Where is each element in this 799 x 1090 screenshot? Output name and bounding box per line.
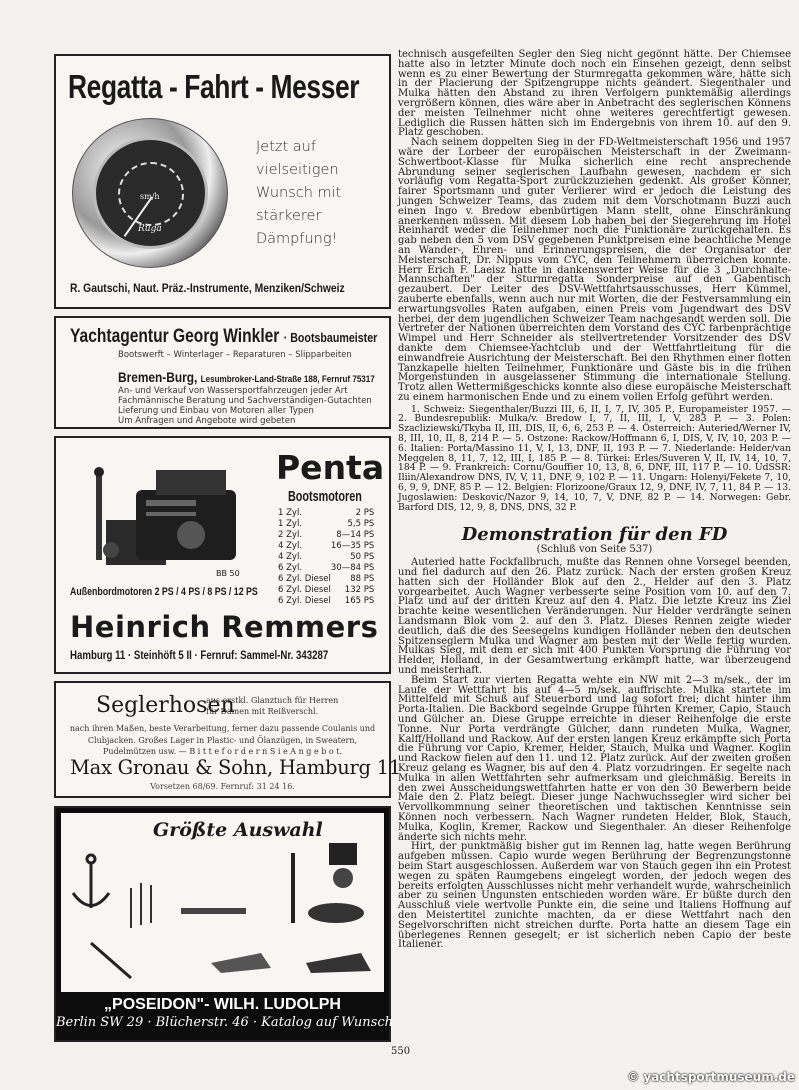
anchor-icon xyxy=(73,855,109,908)
watermark: © yachtsportmuseum.de xyxy=(627,1070,795,1084)
ad-headline: Größte Auswahl xyxy=(153,819,323,841)
engine-row xyxy=(278,563,374,574)
engine-row xyxy=(278,585,374,596)
ad-gronau xyxy=(54,681,401,798)
article-paragraph: Beim Start zur vierten Regatta wehte ein NW mit 2—3 m/sek., der im Laufe der Wettfahrt bis auf 4—5 m/sek. auffrischte. Mulka startete im Mittelfeld mit Schuß auf Steuerbord und lag sofort frei; dicht hinter ihm Porta-Italien. Die Backbord segelnde Gruppe führten Kremer, Capio, Stauch und Gülcher an. Diese Gruppe erreichte in dieser Reihenfolge die erste Tonne. Nur Porta verdrängte Gülcher, dann rundeten Mulka, Wagner, Kalff/Holland und Rackow. Auf der ersten langen Kreuz erkämpfte sich Porta die Führung vor Capio, Kremer, Helder, Stauch, Mulka und Wagner. Koglin und Rackow fielen auf den 11. und 12. Platz zurück. Auf der zweiten großen Kreuz gelang es Wagner, bis auf den 4. Platz vorzudringen. Er segelte nach Mulka in allen Wettfahrten sehr aufmerksam und gleichmäßig. Bereits in den zwei Ausscheidungswettfahrten hatte er von den 30 Bewerbern beide Male den 2. Platz belegt. Dieser junge Nachwuchssegler wird sicher bei Vervollkommnung seiner theoretischen und taktischen Kenntnisse sein Können noch verbessern. Nach Wagner rundeten Helder, Blok, Stauch, Mulka, Koglin, Kremer, Rackow und Siegenthaler. An dieser Reihenfolge änderte sich nichts mehr. xyxy=(398,674,791,843)
article-paragraph: Auteried hatte Fockfallbruch, mußte das Rennen ohne Vorsegel beenden, und fiel dadurch auf den 26. Platz zurück. Nach der ersten großen Kreuz hatten sich der Holländer Blok auf den 2., Helder auf den 3. Platz vorgearbeitet. Auch Wagner verbesserte seine Position vom 10. auf den 7. Platz und auf der dritten Kreuz auf den 4. Platz. Die letzte Kreuz ins Ziel brachte keine wesentlichen Veränderungen. Nur Helder verdrängte seinen Landsmann Blok vom 2. auf den 3. Platz. Dieses Rennen zeigte wieder deutlich, daß die des Seesegelns kundigen Holländer neben den deutschen Spitzenseglern Mulka und Wagner am besten mit der Welle fertig wurden. Mulkas Sieg, mit dem er sich mit 400 Punkten Vorsprung die Führung vor Helder, Holland, in der Gesamtwertung erkämpft hatte, war überzeugend und meisterhaft. xyxy=(398,557,791,677)
ad-footer: R. Gautschi, Naut. Präz.-Instrumente, Menziken/Schweiz xyxy=(70,281,345,295)
ad-regatta-fahrt-messer xyxy=(54,54,391,309)
article-column xyxy=(398,50,791,950)
section-heading: Demonstration für den FD xyxy=(461,524,728,546)
engine-type: 4 Zyl. xyxy=(278,541,303,551)
chain-icon xyxy=(91,943,131,978)
speedometer-image xyxy=(72,118,228,268)
fairlead-icon xyxy=(306,953,371,973)
engine-power: 30—84 PS xyxy=(330,563,375,573)
winch-icon xyxy=(329,843,357,888)
results-list: 1. Schweiz: Siegenthaler/Buzzi III, 6, II, I, 7, IV, 305 P., Europameister 1957. — 2. Bundesrepublik: Mulka/v. Bredow I, 7, II, III, I, V, 283 P. — 3. Polen: Szacliziewski/Tkyba II, III, DIS, II, 6, 6, 253 P. — 4. Österreich: Auteried/Werner IV, 8, III, 10, II, 8, 214 P. — 5. Ostzone: Rackow/Hoffmann 6, I, DIS, V, IV, 10, 203 P. — 6. Italien: Porta/Massino 11, V, I, 13, DNF, II, 193 P. — 7. Niederlande: Helder/van Meggelen 8, 11, 7, 12, III, I, 185 P. — 8. Türkei: Erles/Suveren V, II, IV, 14, 10, 7, 184 P. — 9. Frankreich: Cornu/Gouffier 10, 13, 8, 6, DNF, III, 117 P. — 10. UdSSR: Iliin/Alexandrow DNS, IV, V, 11, DNF, 9, 102 P. — 11. Ungarn: Holenyi/Fekete 7, 10, 6, 9, 9, DNF, 85 P. — 12. Belgien: Florizoone/Graux 12, 9, DNF, IV, 7, 11, 84 P. — 13. Jugoslawien: Deskovic/Nazor 9, 14, 10, 7, V, DNF, 82 P. — 14. Norwegen: Gebr. Barford DIS, 12, 9, 8, DNS, DNS, 32 P. xyxy=(398,403,791,513)
ad-winkler: Yachtagentur Georg Winkler · Bootsbaumeister Bootswerft – Winterlager – Reparaturen – Slipparbeiten Bremen-Burg, Lesumbroker-Land-Straße 188, Fernruf 75317 An- und Verkauf von Wassersportfahrzeugen jeder Art Fachmännische Beratung und Sachverständigen-Gutachten Lieferung und Einbau von Motoren aller Typen Um Anfragen und Angebote wird gebeten xyxy=(54,316,391,429)
company-name: Max Gronau & Sohn, Hamburg 11 xyxy=(70,756,401,779)
ad-address: Berlin SW 29 · Blücherstr. 46 · Katalog auf Wunsch xyxy=(56,1015,393,1030)
article-paragraph: technisch ausgefeilten Segler den Sieg nicht gegönnt hätte. Der Chiemsee hatte also in letzter Minute doch noch ein Einsehen gezeigt, denn selbst wenn es zu einer Bewertung der Sturmregatta gekommen wäre, hätte sich in der Placierung der Spitzengruppe nichts geändert. Siegenthaler und Mulka hätten den Abstand zu ihren Verfolgern punktemäßig allerdings vergrößern können, dies wäre aber in Anbetracht des seglerischen Könnens der meisten Teilnehmer nicht ohne weiteres gerechtfertigt gewesen. Lediglich die Russen hätten sich im Endergebnis von ihrem 10. auf den 9. Platz geschoben. xyxy=(398,49,791,139)
boat-engine-image xyxy=(76,460,246,580)
ad-tagline: Jetzt auf vielseitigen Wunsch mit stärkerer Dämpfung! xyxy=(256,139,342,247)
brand-penta: Penta xyxy=(276,448,385,487)
cleat-icon xyxy=(211,953,271,973)
engine-row xyxy=(278,574,374,585)
page-number: 550 xyxy=(391,1046,411,1057)
engine-type: 6 Zyl. xyxy=(278,563,303,573)
gauge-face xyxy=(93,137,208,249)
marine-hardware-illustration xyxy=(61,813,384,988)
engine-list xyxy=(278,508,374,607)
engine-type: 6 Zyl. Diesel xyxy=(278,585,331,595)
ad-body: nach ihren Maßen, beste Verarbeitung, ferner dazu passende Coulanis und Clubjacken. Großes Lager in Plastic- und Ölanzügen, in Sweatern, Pudelmützen usw. — B i t t e f o r d e r n S i e A n g e b o t. xyxy=(69,724,376,756)
ad-poseidon xyxy=(54,806,391,1042)
section-subheading: (Schluß von Seite 537) xyxy=(536,544,653,556)
ad-side-text: aus erstkl. Glanztuch für Herren für Damen mit Reißverschl. xyxy=(206,696,339,716)
engine-power: 2 PS xyxy=(355,508,375,518)
engine-row xyxy=(278,530,374,541)
engine-row xyxy=(278,596,374,607)
spring-icon xyxy=(181,908,246,914)
engine-type: 1 Zyl. xyxy=(278,519,303,529)
company-name: „POSEIDON"- WILH. LUDOLPH xyxy=(104,996,341,1013)
engine-type: 1 Zyl. xyxy=(278,508,303,518)
ad-penta-remmers xyxy=(54,436,391,674)
ad-subtitle: Bootsmotoren xyxy=(288,488,362,505)
ad-address: Vorsetzen 68/69. Fernruf: 31 24 16. xyxy=(150,782,295,791)
article-paragraph: Nach seinem doppelten Sieg in der FD-Weltmeisterschaft 1956 und 1957 wäre der Lorbeer der europäischen Meisterschaft in der Zweimann-Schwertboot-Klasse für Mulka sicherlich eine recht ansprechende Abrundung seiner seglerischen Laufbahn gewesen, nachdem er sich vorläufig vom Regatta-Sport zurückzuziehen gedenkt. Als großer Könner, fairer Sportsmann und guter Verlierer wird er jedoch die Leistung des jungen Schweizer Teams, das zudem mit dem Vorschotmann Buzzi auch einen Ingo v. Bredow ebenbürtigen Mann stellt, ohne Einschränkung anerkennen müssen. Mit diesem Lob haben bei der Siegerehrung im Hotel Reinhardt weder die Teilnehmer noch die Funktionäre zurückgehalten. Es gab neben den 5 vom DSV gegebenen Punktpreisen eine beachtliche Menge an Wander-, Ehren- und Erinnerungspreisen, die der Organisator der Meisterschaft, Dr. Nippus vom CYC, den Teilnehmern überreichen konnte. Herr Erich F. Laeisz hatte in dankenswerter Weise für die 3 „Durchhalte-Mannschaften" der Sturmregatta Sonderpreise auf den Gabentisch gezaubert. Der Leiter des DSV-Wettfahrtsausschusses, Herr Kümmel, zauberte ebenfalls, wenn auch nur mit Worten, die der Festversammlung ein erwartungsvolles Raten aufgaben, einen Preis vom Jugendwart des DSV herbei, der dem jugendlichen Schweizer Team nachgesandt werden soll. Die Vertreter der Nationen überreichten dem Vorstand des CYC farbenprächtige Wimpel und Herr Schneider als stellvertretender Vorsitzender des DSV dankte dem Chiemsee-Yachtclub und der Wettfahrtleitung für die einwandfreie Ausrichtung der Meisterschaft. Bei den Rhythmen einer flotten Tanzkapelle hielten Teilnehmer, Funktionäre und Gäste bis in die frühen Morgenstunden in ausgelassener Stimmung die internationale Stellung. Trotz allen Wettermißgeschicks konnte also diese europäische Meisterschaft zu einem harmonischen Ende und zu einem vollen Erfolg geführt werden. xyxy=(398,137,791,403)
engine-power: 165 PS xyxy=(344,596,375,606)
engine-row xyxy=(278,508,374,519)
engine-model: BB 50 xyxy=(216,569,240,578)
outboard-line: Außenbordmotoren 2 PS / 4 PS / 8 PS / 12 PS xyxy=(70,586,258,598)
engine-type: 6 Zyl. Diesel xyxy=(278,574,331,584)
ad-address: Bremen-Burg, Lesumbroker-Land-Straße 188, Fernruf 75317 xyxy=(118,369,375,385)
engine-row xyxy=(278,519,374,530)
engine-power: 132 PS xyxy=(344,585,375,595)
engine-row xyxy=(278,541,374,552)
engine-type: 4 Zyl. xyxy=(278,552,303,562)
ad-services: Bootswerft – Winterlager – Reparaturen – Slipparbeiten xyxy=(118,350,352,360)
engine-power: 88 PS xyxy=(350,574,375,584)
gauge-brand: Ruga xyxy=(138,224,162,234)
ad-address: Hamburg 11 · Steinhöft 5 II · Fernruf: Sammel-Nr. 343287 xyxy=(70,650,329,662)
engine-power: 8—14 PS xyxy=(336,530,375,540)
gauge-unit: sm/h xyxy=(140,192,160,201)
engine-power: 5,5 PS xyxy=(347,519,375,529)
article-paragraph: Hirt, der punktmäßig bisher gut im Rennen lag, hatte wegen Berührung aufgeben müssen. Capio wurde wegen Berührung der Begrenzungstonne beim Start ausgeschlossen. Außerdem war von Stauch gegen ihn ein Protest wegen zu späten Raumgebens eingelegt worden, der jedoch wegen des bereits erfolgten Ausschlusses nicht mehr verhandelt wurde, wahrscheinlich aber zu seinen Ungunsten entschieden worden wäre. Er büßte durch den Ausschluß viele wertvolle Punkte ein, die seine und Italiens Hoffnung auf den Meistertitel zunichte machten, da er diese Wettfahrt nach den Segelvorschriften nicht streichen durfte. Porta hatte an diesem Tage ein überlegenes Rennen gesegelt; er ist sicherlich neben Capio der beste Italiener. xyxy=(398,841,791,951)
tank-icon xyxy=(308,903,364,923)
ad-title: Regatta - Fahrt - Messer xyxy=(68,68,360,105)
ad-title: Seglerhosen xyxy=(96,693,235,718)
company-name: Heinrich Remmers xyxy=(70,610,379,644)
ad-title: Yachtagentur Georg Winkler · Bootsbaumeister xyxy=(70,326,378,347)
engine-power: 50 PS xyxy=(350,552,375,562)
engine-type: 2 Zyl. xyxy=(278,530,303,540)
engine-power: 16—35 PS xyxy=(330,541,375,551)
engine-type: 6 Zyl. Diesel xyxy=(278,596,331,606)
engine-row xyxy=(278,552,374,563)
